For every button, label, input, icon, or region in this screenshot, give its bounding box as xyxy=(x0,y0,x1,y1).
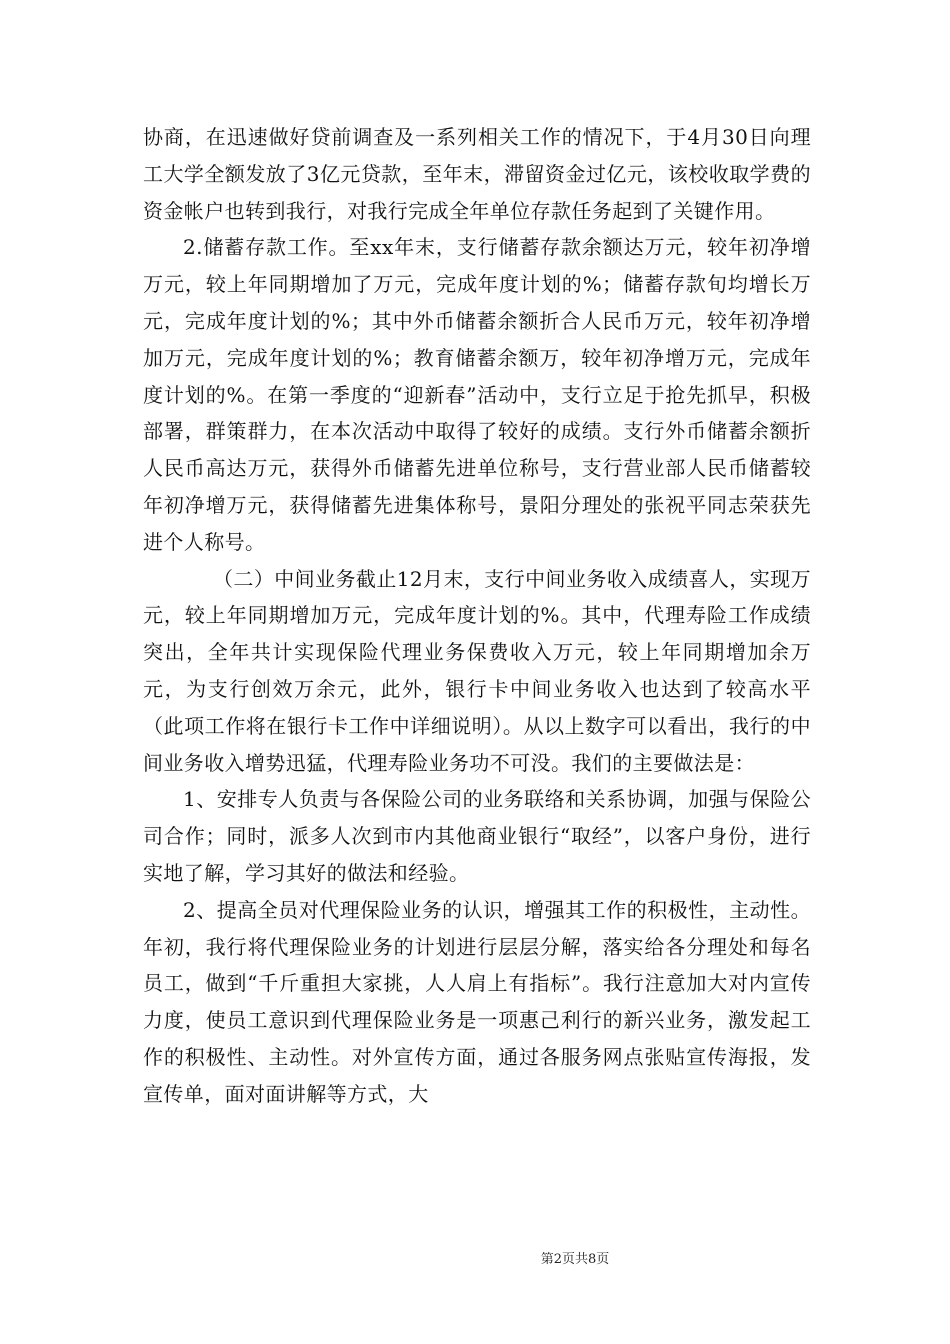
paragraph-1: 协商，在迅速做好贷前调查及一系列相关工作的情况下，于4月30日向理工大学全额发放了3亿元贷款，至年末，滞留资金过亿元，该校收取学费的资金帐户也转到我行，对我行完成全年单位存款任务起到了关键作用。 xyxy=(143,125,811,223)
paragraph-2: 2.储蓄存款工作。至xx年末，支行储蓄存款余额达万元，较年初净增万元，较上年同期增加了万元，完成年度计划的%；储蓄存款旬均增长万元，完成年度计划的%；其中外币储蓄余额折合人民币万元，较年初净增加万元，完成年度计划的%；教育储蓄余额万，较年初净增万元，完成年度计划的%。在第一季度的“迎新春”活动中，支行立足于抢先抓早，积极部署，群策群力，在本次活动中取得了较好的成绩。支行外币储蓄余额折人民币高达万元，获得外币储蓄先进单位称号，支行营业部人民币储蓄较年初净增万元，获得储蓄先进集体称号，景阳分理处的张祝平同志荣获先进个人称号。 xyxy=(143,235,811,554)
paragraph-4: 1、安排专人负责与各保险公司的业务联络和关系协调，加强与保险公司合作；同时，派多人次到市内其他商业银行“取经”，以客户身份，进行实地了解，学习其好的做法和经验。 xyxy=(143,787,811,885)
paragraph-3: （二）中间业务截止12月末，支行中间业务收入成绩喜人，实现万元，较上年同期增加万元，完成年度计划的%。其中，代理寿险工作成绩突出，全年共计实现保险代理业务保费收入万元，较上年同期增加余万元，为支行创效万余元，此外，银行卡中间业务收入也达到了较高水平（此项工作将在银行卡工作中详细说明）。从以上数字可以看出，我行的中间业务收入增势迅猛，代理寿险业务功不可没。我们的主要做法是： xyxy=(143,566,811,775)
paragraph-5: 2、提高全员对代理保险业务的认识，增强其工作的积极性，主动性。年初，我行将代理保险业务的计划进行层层分解，落实给各分理处和每名员工，做到“千斤重担大家挑，人人肩上有指标”。我行注意加大对内宣传力度，使员工意识到代理保险业务是一项惠己利行的新兴业务，激发起工作的积极性、主动性。对外宣传方面，通过各服务网点张贴宣传海报，发宣传单，面对面讲解等方式，大 xyxy=(143,897,811,1106)
page-number-footer: 第2页共8页 xyxy=(540,1252,610,1267)
document-body xyxy=(143,119,811,1113)
